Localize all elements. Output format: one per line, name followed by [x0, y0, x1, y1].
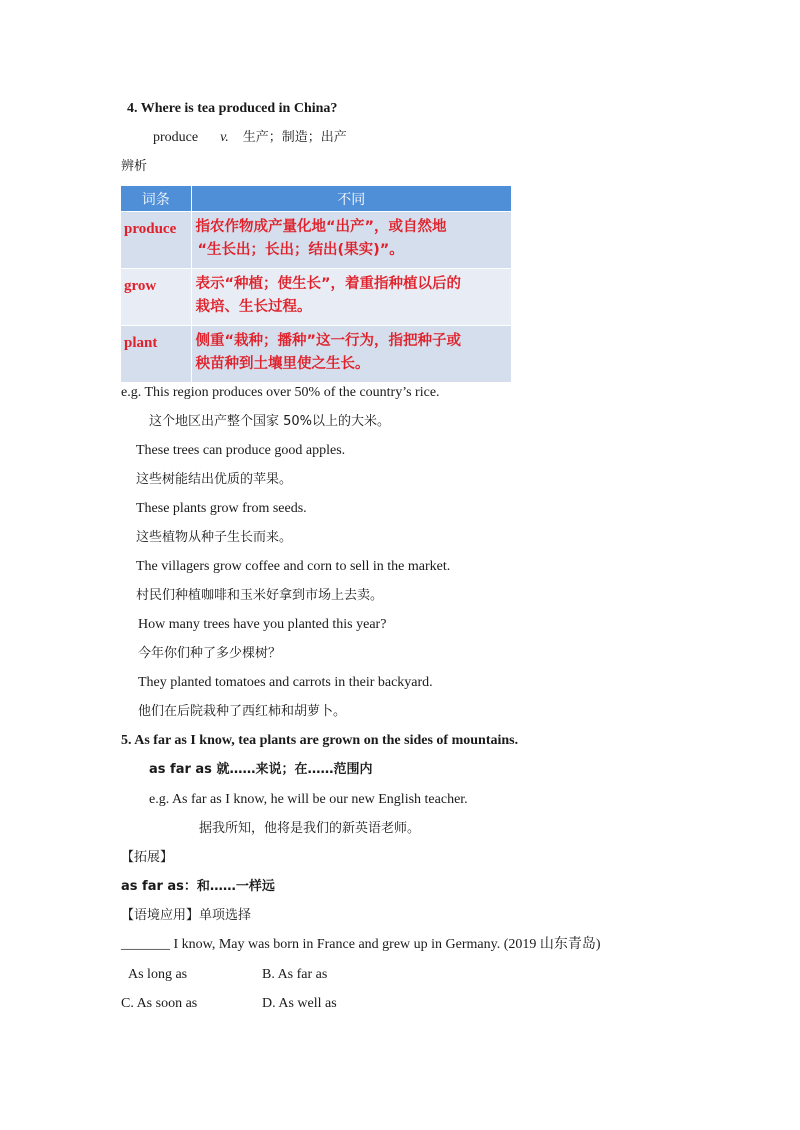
example-zh: 这个地区出产整个国家 50%以上的大米。 [149, 414, 391, 429]
table-cell-desc [191, 212, 511, 269]
table-cell-word: grow [121, 269, 191, 326]
option-b: B. As far as [262, 967, 328, 982]
practice-label: 【语境应用】单项选择 [121, 908, 252, 923]
entry-word: produce [153, 130, 199, 145]
example-zh: 村民们种植咖啡和玉米好拿到市场上去卖。 [136, 588, 384, 603]
desc-line: 秧苗种到土壤里使之生长。 [195, 356, 370, 372]
expand-phrase: as far as：和……一样远 [121, 879, 275, 894]
desc-line: 栽培、生长过程。 [195, 299, 312, 315]
option-c: C. As soon as [121, 996, 198, 1011]
section-4-heading: 4. Where is tea produced in China? [127, 101, 338, 116]
table-cell-desc [191, 269, 511, 326]
example-zh: 这些树能结出优质的苹果。 [136, 472, 293, 487]
example-zh: 他们在后院栽种了西红柿和胡萝卜。 [138, 704, 347, 719]
section-5-example-en: e.g. As far as I know, he will be our new English teacher. [149, 792, 468, 807]
table-header-difference: 不同 [191, 186, 511, 212]
option-a: As long as [128, 967, 188, 982]
expand-label: 【拓展】 [121, 850, 174, 865]
bianxi-label: 辨析 [121, 159, 148, 174]
example-zh: 今年你们种了多少棵树？ [138, 646, 282, 661]
example-en: How many trees have you planted this year? [138, 617, 387, 632]
table-header-row [121, 186, 511, 212]
example-en: These trees can produce good apples. [136, 443, 346, 458]
entry-meaning: 生产；制造；出产 [242, 130, 347, 145]
table-cell-word: plant [121, 326, 191, 383]
example-en: They planted tomatoes and carrots in their backyard. [138, 675, 433, 690]
section-5-heading: 5. As far as I know, tea plants are grown on the sides of mountains. [121, 733, 519, 748]
example-en: e.g. This region produces over 50% of the country’s rice. [121, 385, 440, 400]
table-row [121, 326, 511, 383]
desc-line: 侧重“栽种；播种”这一行为，指把种子或 [195, 333, 462, 349]
example-zh: 这些植物从种子生长而来。 [136, 530, 293, 545]
desc-line: “生长出；长出；结出(果实)”。 [197, 242, 404, 258]
entry-pos: v. [220, 130, 229, 145]
phrase-as-far-as: as far as 就……来说；在……范围内 [149, 762, 373, 777]
example-en: These plants grow from seeds. [136, 501, 307, 516]
table-cell-desc [191, 326, 511, 383]
example-en: The villagers grow coffee and corn to sell in the market. [136, 559, 451, 574]
table-cell-word: produce [121, 212, 191, 269]
table-row [121, 212, 511, 269]
option-d: D. As well as [262, 996, 337, 1011]
desc-line: 表示“种植；使生长”，着重指种植以后的 [195, 276, 462, 292]
practice-question: _______ I know, May was born in France and grew up in Germany. (2019 山东青岛) [121, 937, 601, 952]
table-header-entry: 词条 [121, 186, 191, 212]
comparison-table [121, 186, 512, 382]
entry-line [153, 129, 347, 147]
section-5-example-zh: 据我所知，他将是我们的新英语老师。 [199, 821, 421, 836]
table-row [121, 269, 511, 326]
desc-line: 指农作物成产量化地“出产”，或自然地 [195, 219, 447, 235]
